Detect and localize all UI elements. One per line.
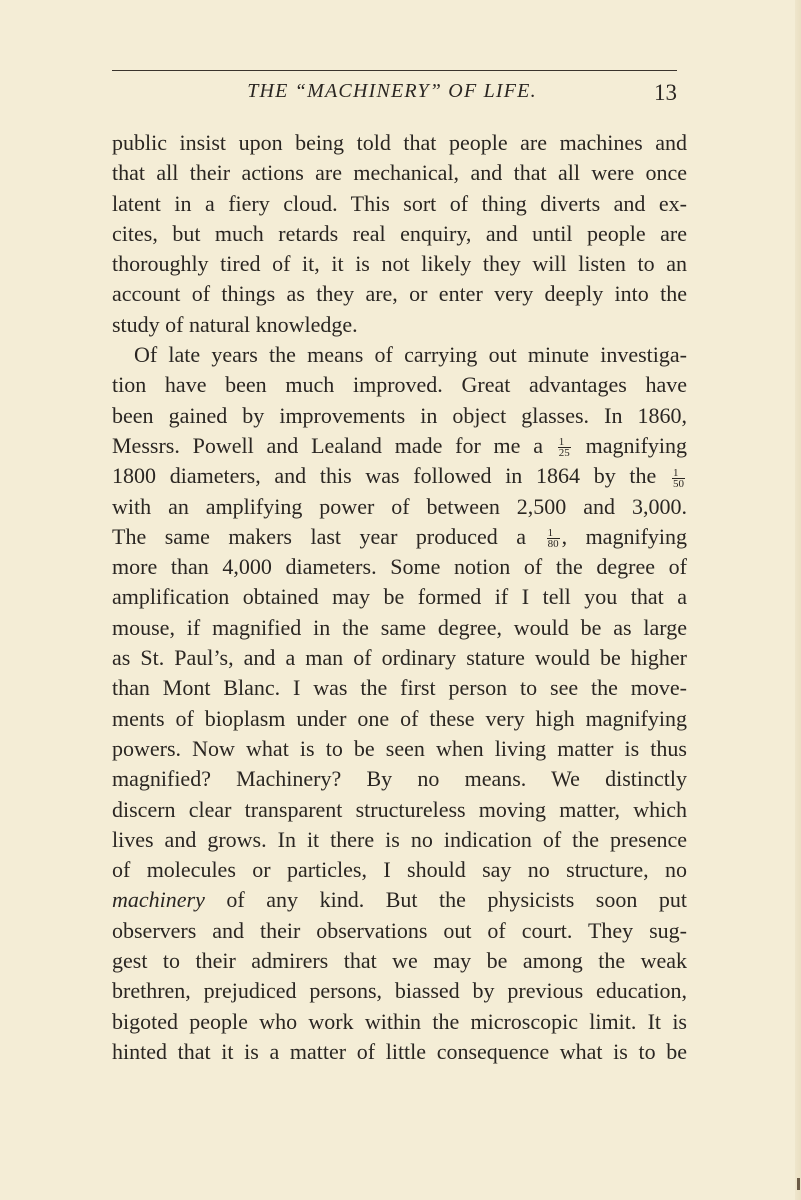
text-line: ments of bioplasm under one of these very high magnifying xyxy=(112,705,687,731)
text-line: observers and their observations out of court. They sug- xyxy=(112,917,687,943)
text-line xyxy=(112,522,687,552)
text-line: gest to their admirers that we may be among the weak xyxy=(112,948,687,974)
fraction-one-fiftieth xyxy=(672,468,685,489)
fraction-numerator: 1 xyxy=(547,528,560,539)
body-text xyxy=(112,128,687,1067)
paragraph-first-line: Of late years the means of carrying out minute investiga- xyxy=(134,342,687,368)
text-segment: 1800 diameters, and this was followed in 1864 by the xyxy=(112,463,657,489)
text-line: thoroughly tired of it, it is not likely they will listen to an xyxy=(112,251,687,277)
text-line: study of natural knowledge. xyxy=(112,311,358,337)
text-line: brethren, prejudiced persons, biassed by previous education, xyxy=(112,978,687,1004)
fraction-numerator: 1 xyxy=(558,437,571,448)
text-line: discern clear transparent structureless moving matter, which xyxy=(112,796,687,822)
text-line: bigoted people who work within the microscopic limit. It is xyxy=(112,1008,687,1034)
text-line: mouse, if magnified in the same degree, would be as large xyxy=(112,614,687,640)
text-segment: The same makers last year produced a xyxy=(112,523,527,549)
text-line: lives and grows. In it there is no indication of the presence xyxy=(112,826,687,852)
running-head: THE “MACHINERY” OF LIFE. xyxy=(247,80,537,102)
text-line: latent in a fiery cloud. This sort of thing diverts and ex- xyxy=(112,190,687,216)
fraction-denominator: 50 xyxy=(673,477,684,490)
text-line: cites, but much retards real enquiry, and until people are xyxy=(112,220,687,246)
text-line: powers. Now what is to be seen when living matter is thus xyxy=(112,735,687,761)
header-rule xyxy=(112,70,677,71)
fraction-numerator: 1 xyxy=(672,468,685,479)
fraction-denominator: 80 xyxy=(547,538,559,551)
text-line xyxy=(112,431,687,461)
fraction-denominator: 25 xyxy=(558,447,570,460)
page-edge-shadow xyxy=(795,0,801,1200)
text-line xyxy=(112,885,687,915)
text-line: that all their actions are mechanical, and that all were once xyxy=(112,160,687,186)
text-line: been gained by improvements in object glasses. In 1860, xyxy=(112,402,687,428)
page-number: 13 xyxy=(654,80,677,105)
text-segment: of any kind. But the physicists soon put xyxy=(226,887,688,913)
text-line: hinted that it is a matter of little consequence what is to be xyxy=(112,1038,687,1064)
text-line: as St. Paul’s, and a man of ordinary stature would be higher xyxy=(112,645,687,671)
text-line: with an amplifying power of between 2,500 and 3,000. xyxy=(112,493,687,519)
text-line: public insist upon being told that people are machines and xyxy=(112,130,687,155)
text-line: account of things as they are, or enter very deeply into the xyxy=(112,281,687,307)
text-line: of molecules or particles, I should say no structure, no xyxy=(112,857,687,883)
text-line: than Mont Blanc. I was the first person to see the move- xyxy=(112,675,687,701)
text-line: tion have been much improved. Great advantages have xyxy=(112,372,687,398)
text-line: more than 4,000 diameters. Some notion of the degree of xyxy=(112,554,687,580)
text-line: amplification obtained may be formed if I tell you that a xyxy=(112,584,687,610)
fraction-one-twentyfifth xyxy=(558,437,571,458)
text-segment: magnifying xyxy=(585,432,688,458)
text-segment: , magnifying xyxy=(561,523,688,549)
italic-word: machinery xyxy=(112,887,205,913)
edge-mark xyxy=(797,1178,800,1190)
text-line: magnified? Machinery? By no means. We distinctly xyxy=(112,766,687,792)
fraction-one-eightieth xyxy=(547,528,560,549)
text-line xyxy=(112,461,687,491)
text-segment: Messrs. Powell and Lealand made for me a xyxy=(112,432,543,458)
